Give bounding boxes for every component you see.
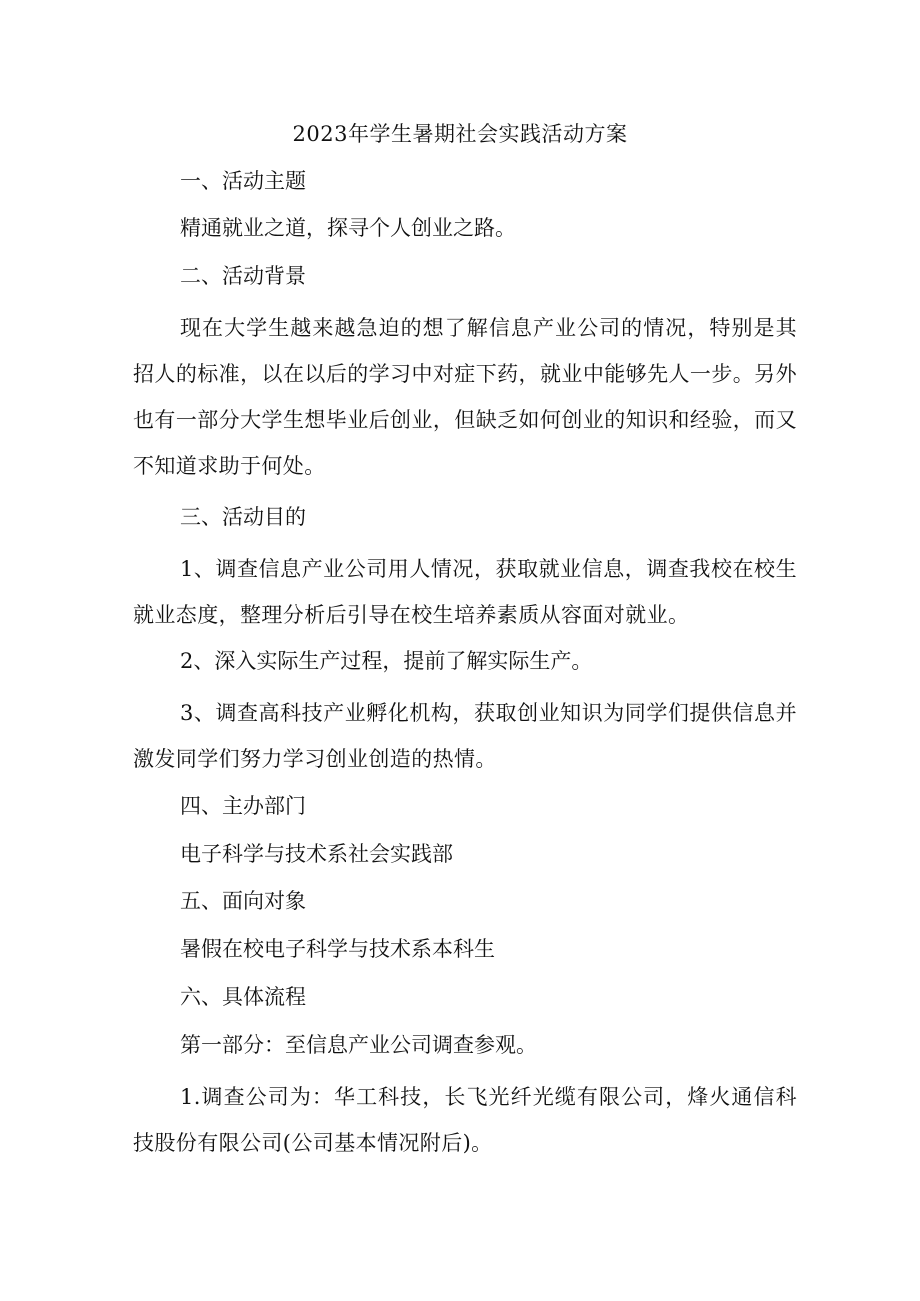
process-part-1: 第一部分：至信息产业公司调查参观。: [180, 1033, 537, 1057]
purpose-item-2: 2、深入实际生产过程，提前了解实际生产。: [180, 649, 593, 673]
audience-text: 暑假在校电子科学与技术系本科生: [180, 937, 495, 961]
process-item-1: 1.调查公司为：华工科技，长飞光纤光缆有限公司，烽火通信科技股份有限公司(公司基本情况附后)。: [133, 1085, 797, 1155]
section-heading-audience: 五、面向对象: [180, 889, 306, 913]
section-heading-process: 六、具体流程: [180, 985, 306, 1009]
section-heading-organizer: 四、主办部门: [180, 794, 306, 818]
background-paragraph: 现在大学生越来越急迫的想了解信息产业公司的情况，特别是其招人的标准，以在以后的学习中对症下药，就业中能够先人一步。另外也有一部分大学生想毕业后创业，但缺乏如何创业的知识和经验，而又不知道求助于何处。: [133, 316, 797, 478]
document-title: 2023年学生暑期社会实践活动方案: [292, 122, 628, 146]
theme-text: 精通就业之道，探寻个人创业之路。: [180, 216, 516, 240]
section-heading-purpose: 三、活动目的: [180, 505, 306, 529]
purpose-item-3: 3、调查高科技产业孵化机构，获取创业知识为同学们提供信息并激发同学们努力学习创业创造的热情。: [133, 701, 797, 771]
purpose-item-1: 1、调查信息产业公司用人情况，获取就业信息，调查我校在校生就业态度，整理分析后引导在校生培养素质从容面对就业。: [133, 557, 797, 627]
section-heading-theme: 一、活动主题: [180, 169, 306, 193]
organizer-text: 电子科学与技术系社会实践部: [180, 842, 453, 866]
section-heading-background: 二、活动背景: [180, 264, 306, 288]
